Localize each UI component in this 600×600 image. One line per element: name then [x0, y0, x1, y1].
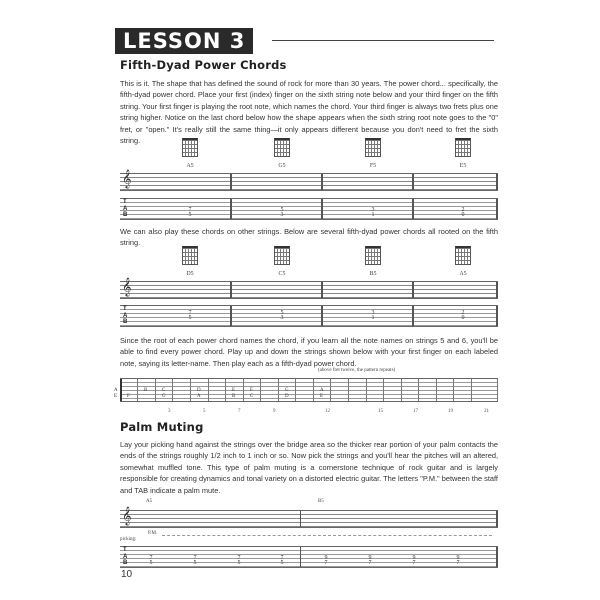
tab-number: 9: [324, 555, 328, 561]
tab-number: 2: [461, 207, 465, 213]
barline: [321, 306, 323, 326]
fret-marker: 3: [168, 409, 171, 414]
fret: [330, 379, 331, 401]
tab-number: 7: [412, 560, 416, 566]
tab-number: 2: [461, 310, 465, 316]
tab-number: 3: [280, 315, 284, 321]
fretboard-diagram: [114, 378, 498, 402]
fret-note: C: [162, 388, 166, 393]
paragraph-palm-muting: Lay your picking hand against the strings over the bridge area so the thicker rear portion of your palm contacts the ends of the strings roughly 1/2 inch to 1 inch or so. Now pick the strings and you'll hear the pitches will an altered, somewhat muffled tone. This type of palm muting is a cornerstone technique of rock guitar and is largely responsible for creating dynamics and tonal variety on a distorted electric guitar. The letters "P.M." between the staff and TAB indicate a palm mute.: [120, 440, 498, 495]
tab-label: T A B: [123, 199, 128, 219]
fret: [497, 379, 498, 401]
treble-clef-icon: 𝄞: [122, 169, 132, 188]
chord-grid-icon: [455, 138, 471, 157]
music-staff: [120, 169, 498, 191]
tab-number: 5: [237, 560, 241, 566]
fret: [260, 379, 261, 401]
fret-marker: 19: [448, 409, 453, 414]
tab-number: 7: [280, 555, 284, 561]
chord-diagram: B5: [353, 246, 393, 277]
tab-number: 7: [149, 555, 153, 561]
fret-marker: 21: [484, 409, 489, 414]
barline: [412, 174, 414, 190]
fret-marker: 5: [203, 409, 206, 414]
tab-number: 7: [193, 555, 197, 561]
tab-number: 3: [280, 212, 284, 218]
barline: [412, 199, 414, 219]
fret-marker: 12: [325, 409, 330, 414]
lesson-header: LESSON 3: [115, 28, 253, 54]
fret: [313, 379, 314, 401]
fret-note: D: [197, 388, 201, 393]
barline: [230, 199, 232, 219]
fret: [172, 379, 173, 401]
barline: [230, 174, 232, 190]
tab-number: 5: [193, 560, 197, 566]
chord-grid-icon: [274, 138, 290, 157]
fret: [295, 379, 296, 401]
tab-number: 3: [371, 207, 375, 213]
fretboard-caption: (above fret twelve, the pattern repeats): [318, 368, 396, 373]
fret: [471, 379, 472, 401]
chord-diagram: C5: [262, 246, 302, 277]
chord-symbol: B5: [318, 499, 324, 504]
chord-grid-icon: [455, 246, 471, 265]
section-title-palm-muting: Palm Muting: [120, 420, 204, 434]
fret: [453, 379, 454, 401]
fret: [225, 379, 226, 401]
music-staff: [120, 277, 498, 299]
tab-number: 5: [188, 212, 192, 218]
fret: [366, 379, 367, 401]
fret-note: B: [232, 394, 236, 399]
tab-number: 9: [412, 555, 416, 561]
tab-number: 7: [324, 560, 328, 566]
tab-staff: [120, 546, 498, 568]
notation-palm-mute-example: [120, 500, 498, 575]
tab-number: 1: [371, 315, 375, 321]
tab-number: 0: [461, 212, 465, 218]
tab-number: 7: [368, 560, 372, 566]
paragraph-note-names: Since the root of each power chord names the chord, if you learn all the note names on strings 5 and 6, you'll be able to find every power chord. Play up and down the strings shown below with your first finger on each labeled note, saying its letter-name. Then play each as a fifth-dyad power chord.: [120, 336, 498, 368]
tab-number: 7: [456, 560, 460, 566]
chord-grid-icon: [182, 138, 198, 157]
fret: [208, 379, 209, 401]
header-rule: [272, 40, 494, 41]
tab-number: 5: [280, 207, 284, 213]
palm-mute-dashed-line: [162, 535, 492, 536]
barline: [412, 306, 414, 326]
fret-note: A: [197, 394, 201, 399]
barline: [412, 282, 414, 298]
fret-note: B: [144, 388, 148, 393]
treble-clef-icon: 𝄞: [122, 277, 132, 296]
tab-staff: [120, 198, 498, 220]
fret: [401, 379, 402, 401]
page-number: 10: [121, 569, 133, 580]
tab-label: T A B: [123, 547, 128, 567]
barline: [300, 547, 301, 567]
chord-symbol: A5: [146, 499, 153, 504]
fret-marker: 17: [413, 409, 418, 414]
notation-example-2: [120, 246, 498, 326]
barline: [496, 282, 498, 298]
barline: [300, 511, 301, 527]
fret-note: F: [127, 394, 130, 399]
paragraph-intro: This is it. The shape that has defined the sound of rock for more than 30 years. The power chord... specifically, the fifth-dyad power chord. Place your first (index) finger on the sixth string note below and your third finger on the fifth string. Your first finger is playing the root note, which names the chord. Your third finger is always two frets plus one string higher. Notice on the last chord below how the shape appears when the sixth string root note goes to the "0" fret, or "open." It's really still the same thing—it only appears different because you don't need to fret the sixth string.: [120, 79, 498, 146]
tab-number: 9: [456, 555, 460, 561]
tab-staff: [120, 305, 498, 327]
chord-grid-icon: [365, 246, 381, 265]
tab-number: 5: [149, 560, 153, 566]
nut: [120, 379, 122, 401]
fret-note: D: [285, 394, 289, 399]
fret-note: F: [250, 388, 253, 393]
fret: [348, 379, 349, 401]
paragraph-other-strings: We can also play these chords on other strings. Below are several fifth-dyad power chords all rooted on the fifth string.: [120, 227, 498, 248]
tab-label: T A B: [123, 306, 128, 326]
fret: [436, 379, 437, 401]
open-string-label: E: [114, 394, 118, 399]
notation-example-1: [120, 138, 498, 223]
fret-note: E: [320, 394, 324, 399]
barline: [230, 282, 232, 298]
chord-grid-icon: [365, 138, 381, 157]
tab-number: 5: [188, 315, 192, 321]
fret-marker: 7: [238, 409, 241, 414]
barline: [321, 199, 323, 219]
fret-marker: 9: [273, 409, 276, 414]
chord-diagram: F5: [353, 138, 393, 169]
fret-marker: 15: [378, 409, 383, 414]
tab-number: 7: [237, 555, 241, 561]
chord-diagram: G5: [262, 138, 302, 169]
fret: [190, 379, 191, 401]
fret: [243, 379, 244, 401]
barline: [496, 174, 498, 190]
treble-clef-icon: 𝄞: [122, 506, 132, 525]
fret: [137, 379, 138, 401]
palm-mute-label: P.M.: [148, 531, 158, 536]
tab-number: 7: [188, 207, 192, 213]
fret-note: A: [320, 388, 324, 393]
section-title-power-chords: Fifth-Dyad Power Chords: [120, 58, 287, 72]
barline: [321, 174, 323, 190]
final-barline: [496, 547, 498, 567]
music-staff: [120, 506, 498, 528]
fret-note: G: [285, 388, 289, 393]
tab-number: 5: [280, 560, 284, 566]
fret: [278, 379, 279, 401]
tab-number: 5: [280, 310, 284, 316]
chord-diagram: A5: [443, 246, 483, 277]
fret: [155, 379, 156, 401]
picking-label: picking:: [120, 537, 137, 542]
tab-number: 3: [371, 310, 375, 316]
chord-diagram: D5: [170, 246, 210, 277]
chord-grid-icon: [274, 246, 290, 265]
chord-grid-icon: [182, 246, 198, 265]
chord-diagram: E5: [443, 138, 483, 169]
fret-note: C: [250, 394, 254, 399]
fret-note: E: [232, 388, 236, 393]
tab-number: 1: [371, 212, 375, 218]
open-string-label: A: [114, 388, 118, 393]
fret-note: G: [162, 394, 166, 399]
tab-number: 7: [188, 310, 192, 316]
barline: [496, 199, 498, 219]
barline: [496, 306, 498, 326]
barline: [321, 282, 323, 298]
final-barline: [496, 511, 498, 527]
fret: [383, 379, 384, 401]
barline: [230, 306, 232, 326]
tab-number: 0: [461, 315, 465, 321]
chord-diagram: A5: [170, 138, 210, 169]
fret: [418, 379, 419, 401]
tab-number: 9: [368, 555, 372, 561]
